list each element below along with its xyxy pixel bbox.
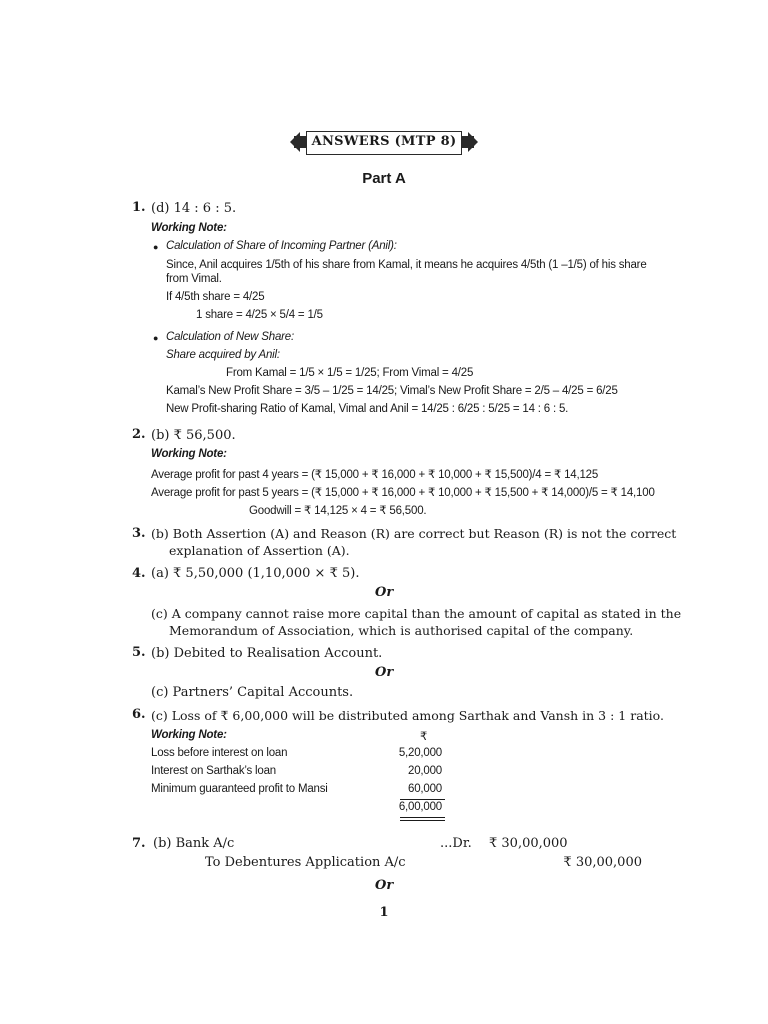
table-row-value: 60,000 xyxy=(408,783,442,795)
q7-number: 7. xyxy=(132,836,146,851)
q1-bullet-1: ● xyxy=(153,242,159,252)
q2-line-1: Average profit for past 4 years = (₹ 15,000 + ₹ 16,000 + ₹ 10,000 + ₹ 15,500)/4 = ₹ 14,125 xyxy=(151,469,599,481)
q1-line-8: New Profit-sharing Ratio of Kamal, Vimal and Anil = 14/25 : 6/25 : 5/25 = 14 : 6 : 5. xyxy=(166,403,569,415)
q4-line-2: Memorandum of Association, which is authorised capital of the company. xyxy=(169,623,634,638)
q4-or: Or xyxy=(375,585,394,600)
q3-line-1: (b) Both Assertion (A) and Reason (R) are correct but Reason (R) is not the correct xyxy=(151,526,677,541)
q1-line-2: from Vimal. xyxy=(166,273,222,285)
q1-bullet-1-text: Calculation of Share of Incoming Partner (Anil): xyxy=(166,240,397,252)
q7-or: Or xyxy=(375,878,394,893)
q4-number: 4. xyxy=(132,566,146,581)
q2-number: 2. xyxy=(132,427,146,442)
q5-answer: (b) Debited to Realisation Account. xyxy=(151,646,383,661)
q2-answer: (b) ₹ 56,500. xyxy=(151,428,236,443)
q1-answer: (d) 14 : 6 : 5. xyxy=(151,201,237,216)
q1-line-4: 1 share = 4/25 × 5/4 = 1/5 xyxy=(196,309,323,321)
q7-line-1: (b) Bank A/c xyxy=(153,836,235,851)
total-rule-top xyxy=(400,799,445,800)
q1-bullet-2: ● xyxy=(153,333,159,343)
q1-line-5: Share acquired by Anil: xyxy=(166,349,280,361)
q5-number: 5. xyxy=(132,645,146,660)
total-rule-double-1 xyxy=(400,817,445,818)
table-row-label: Interest on Sarthak’s loan xyxy=(151,765,277,777)
q1-line-7: Kamal’s New Profit Share = 3/5 – 1/25 = 14/25; Vimal’s New Profit Share = 2/5 – 4/25 = 6/25 xyxy=(166,385,618,397)
q2-line-2: Average profit for past 5 years = (₹ 15,000 + ₹ 16,000 + ₹ 10,000 + ₹ 15,500 + ₹ 14,000)/5 = ₹ 14,100 xyxy=(151,487,655,499)
q3-line-2: explanation of Assertion (A). xyxy=(169,543,350,558)
page-title: ANSWERS (MTP 8) xyxy=(306,131,462,155)
q4-line-1: (c) A company cannot raise more capital than the amount of capital as stated in the xyxy=(151,606,682,621)
q1-number: 1. xyxy=(132,200,146,215)
title-banner xyxy=(294,131,474,153)
q6-number: 6. xyxy=(132,707,146,722)
page-number: 1 xyxy=(379,905,389,920)
part-heading: Part A xyxy=(362,170,406,187)
table-row-label: Loss before interest on loan xyxy=(151,747,288,759)
q7-amount-dr: ₹ 30,00,000 xyxy=(489,836,568,851)
q1-line-3: If 4/5th share = 4/25 xyxy=(166,291,265,303)
q6-working-note: Working Note: xyxy=(151,729,227,741)
total-rule-double-2 xyxy=(400,820,445,821)
q2-working-note: Working Note: xyxy=(151,448,227,460)
q6-currency: ₹ xyxy=(420,731,428,743)
q5-alt: (c) Partners’ Capital Accounts. xyxy=(151,685,354,700)
q1-bullet-2-text: Calculation of New Share: xyxy=(166,331,294,343)
q2-line-3: Goodwill = ₹ 14,125 × 4 = ₹ 56,500. xyxy=(249,505,427,517)
q7-line-2: To Debentures Application A/c xyxy=(205,855,406,870)
q7-dr: ...Dr. xyxy=(440,836,472,851)
q1-line-1: Since, Anil acquires 1/5th of his share from Kamal, it means he acquires 4/5th (1 –1/5) of his share xyxy=(166,259,647,271)
table-row-value: 20,000 xyxy=(408,765,442,777)
q5-or: Or xyxy=(375,665,394,680)
table-row-value: 5,20,000 xyxy=(398,747,442,759)
q1-line-6: From Kamal = 1/5 × 1/5 = 1/25; From Vimal = 4/25 xyxy=(226,367,474,379)
table-total: 6,00,000 xyxy=(398,801,442,813)
q4-answer: (a) ₹ 5,50,000 (1,10,000 × ₹ 5). xyxy=(151,566,360,581)
q1-working-note: Working Note: xyxy=(151,222,227,234)
q3-number: 3. xyxy=(132,526,146,541)
q6-answer: (c) Loss of ₹ 6,00,000 will be distributed among Sarthak and Vansh in 3 : 1 ratio. xyxy=(151,708,664,723)
q7-amount-cr: ₹ 30,00,000 xyxy=(563,855,642,870)
table-row-label: Minimum guaranteed profit to Mansi xyxy=(151,783,328,795)
